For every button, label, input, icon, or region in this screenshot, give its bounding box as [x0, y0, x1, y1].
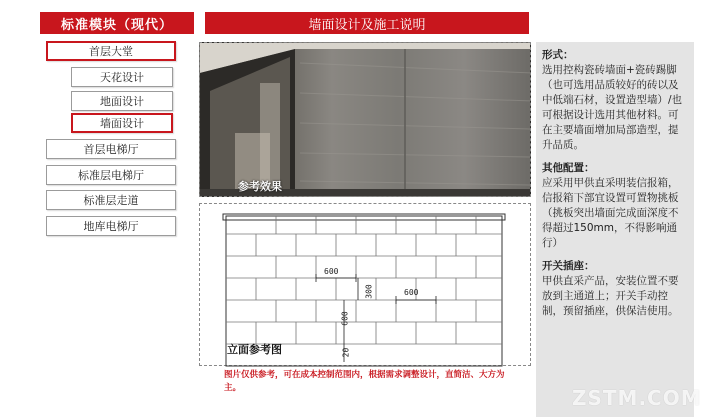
nav-item-floor-design[interactable]: 地面设计	[71, 91, 173, 111]
nav-item-basement-elevator-hall[interactable]: 地库电梯厅	[46, 216, 176, 236]
watermark: ZSTM.COM	[572, 386, 702, 410]
elevation-caption: 立面参考图	[227, 343, 282, 356]
reference-photo	[199, 42, 531, 197]
module-title: 标准模块（现代）	[40, 12, 194, 34]
dim-label: 20	[341, 347, 351, 358]
nav-item-wall-design[interactable]: 墙面设计	[71, 113, 173, 133]
nav-item-standard-elevator-hall[interactable]: 标准层电梯厅	[46, 165, 176, 185]
nav-item-standard-corridor[interactable]: 标准层走道	[46, 190, 176, 210]
dim-label: 600	[340, 311, 350, 326]
switch-heading: 开关插座：	[542, 260, 595, 272]
dim-label: 600	[324, 267, 339, 276]
nav-item-lobby[interactable]: 首层大堂	[46, 41, 176, 61]
dim-label: 600	[404, 288, 419, 297]
config-text: 应采用甲供直采明装信报箱，信报箱下部宜设置可置物挑板（挑板突出墙面完成面深度不得超过150mm，不得影响通行）	[542, 177, 679, 249]
nav-item-ground-elevator-hall[interactable]: 首层电梯厅	[46, 139, 176, 159]
reference-photo-illustration	[200, 43, 531, 197]
switch-text: 甲供直采产品，安装位置不要放到主通道上；开关手动控制，预留插座，供保洁使用。	[542, 275, 679, 317]
disclaimer-note: 图片仅供参考，可在成本控制范围内，根据需求调整设计，直简洁、大方为主。	[224, 370, 505, 393]
photo-caption: 参考效果	[238, 180, 282, 193]
form-heading: 形式：	[542, 49, 574, 61]
dim-label: 300	[364, 284, 374, 299]
form-text: 选用控构瓷砖墙面+瓷砖踢脚（也可选用品质较好的砖以及中低端石材，设置造型墙）/也可根据设计选用其他材料。可在主要墙面增加局部造型，提升品质。	[542, 64, 683, 151]
nav-item-ceiling-design[interactable]: 天花设计	[71, 67, 173, 87]
details-panel	[536, 42, 694, 417]
section-title: 墙面设计及施工说明	[205, 12, 529, 34]
config-heading: 其他配置：	[542, 162, 595, 174]
